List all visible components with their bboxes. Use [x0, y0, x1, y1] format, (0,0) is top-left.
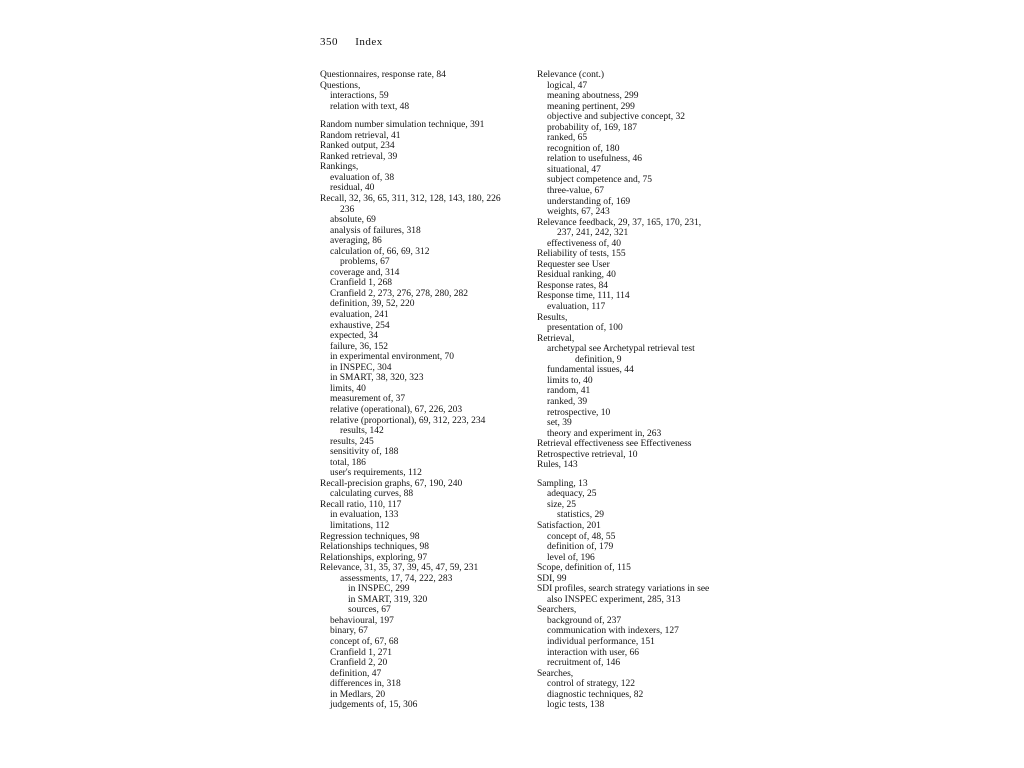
index-subentry: evaluation, 241 — [330, 310, 389, 321]
index-heading-entry: Questionnaires, response rate, 84 — [320, 70, 446, 80]
index-subentry: archetypal see Archetypal retrieval test — [547, 344, 695, 355]
index-heading-entry: Rules, 143 — [537, 460, 578, 471]
index-subentry: definition, 47 — [330, 668, 382, 679]
index-subentry: Cranfield 1, 268 — [330, 278, 393, 289]
index-heading-entry: Rankings, — [320, 162, 359, 173]
index-subentry: probability of, 169, 187 — [547, 122, 637, 133]
index-subentry: theory and experiment in, 263 — [547, 428, 662, 439]
index-heading-entry: Relevance feedback, 29, 37, 165, 170, 231, — [537, 217, 702, 228]
index-heading-entry: Relationships, exploring, 97 — [320, 552, 428, 563]
index-heading-entry: Satisfaction, 201 — [537, 520, 601, 531]
index-subentry: sources, 67 — [348, 605, 391, 616]
index-heading-entry: Reliability of tests, 155 — [537, 249, 626, 260]
index-heading-entry: Response rates, 84 — [537, 280, 608, 291]
index-subentry: relation with text, 48 — [330, 101, 410, 112]
index-heading-entry: Relationships techniques, 98 — [320, 542, 429, 553]
index-column-left — [320, 70, 530, 711]
index-subentry: analysis of failures, 318 — [330, 225, 421, 236]
index-heading-entry: Searches, — [537, 668, 574, 679]
index-subentry: Cranfield 2, 273, 276, 278, 280, 282 — [330, 288, 469, 299]
index-subentry: recognition of, 180 — [547, 143, 620, 154]
index-subentry: communication with indexers, 127 — [547, 626, 679, 637]
index-subentry: definition of, 179 — [547, 542, 614, 553]
index-subentry: judgements of, 15, 306 — [330, 700, 418, 711]
index-subentry: in SMART, 319, 320 — [348, 594, 428, 605]
index-heading-entry: Sampling, 13 — [537, 478, 588, 489]
page-header — [320, 36, 383, 48]
index-heading-entry: Recall ratio, 110, 117 — [320, 499, 402, 510]
index-subentry: calculation of, 66, 69, 312 — [330, 246, 430, 257]
index-heading-entry: Requester see User — [537, 259, 610, 270]
index-subentry: ranked, 65 — [547, 133, 588, 144]
index-subentry: residual, 40 — [330, 183, 375, 194]
page-number: 350 — [320, 36, 338, 48]
index-subentry: size, 25 — [547, 499, 577, 510]
index-subentry: behavioural, 197 — [330, 615, 394, 626]
index-subentry: exhaustive, 254 — [330, 320, 390, 331]
index-subentry: random, 41 — [547, 386, 591, 397]
index-subentry: objective and subjective concept, 32 — [547, 112, 685, 123]
index-subentry: weights, 67, 243 — [547, 207, 610, 218]
index-subentry: logic tests, 138 — [547, 700, 605, 711]
index-subentry: limitations, 112 — [330, 520, 390, 531]
index-subentry: limits, 40 — [330, 383, 366, 394]
index-heading-entry: Retrieval effectiveness see Effectiveness — [537, 439, 692, 450]
index-heading-entry: Searchers, — [537, 605, 577, 616]
index-subentry: situational, 47 — [547, 164, 601, 175]
page-title: Index — [355, 36, 383, 48]
index-subentry: Cranfield 1, 271 — [330, 647, 393, 658]
index-subentry: definition, 9 — [575, 354, 622, 365]
index-heading-entry: Ranked retrieval, 39 — [320, 151, 398, 162]
index-subentry: Cranfield 2, 20 — [330, 658, 388, 669]
index-subentry: logical, 47 — [547, 80, 588, 91]
entry-group-gap — [320, 112, 530, 120]
entry-group-gap — [537, 471, 747, 479]
index-subentry: coverage and, 314 — [330, 267, 400, 278]
index-subentry: in Medlars, 20 — [330, 689, 386, 700]
index-subentry: retrospective, 10 — [547, 407, 611, 418]
index-subentry: problems, 67 — [340, 257, 390, 268]
index-subentry: expected, 34 — [330, 331, 379, 342]
index-heading-entry: Random retrieval, 41 — [320, 130, 401, 141]
index-subentry: averaging, 86 — [330, 236, 382, 247]
index-subentry: total, 186 — [330, 457, 366, 468]
index-heading-entry: Ranked output, 234 — [320, 141, 395, 152]
index-heading-entry: Questions, — [320, 80, 361, 91]
index-subentry: in experimental environment, 70 — [330, 352, 454, 363]
index-subentry: measurement of, 37 — [330, 394, 406, 405]
index-subentry: definition, 39, 52, 220 — [330, 299, 415, 310]
index-subentry: presentation of, 100 — [547, 323, 623, 334]
index-subentry: adequacy, 25 — [547, 489, 597, 500]
index-subentry: evaluation, 117 — [547, 302, 606, 313]
index-subentry: recruitment of, 146 — [547, 658, 621, 669]
index-subentry: results, 142 — [340, 426, 384, 437]
index-subentry: in INSPEC, 304 — [330, 362, 392, 373]
index-subentry: failure, 36, 152 — [330, 341, 389, 352]
index-subentry: 237, 241, 242, 321 — [557, 228, 629, 239]
index-subentry: fundamental issues, 44 — [547, 365, 634, 376]
index-heading-entry: Recall, 32, 36, 65, 311, 312, 128, 143, 180, 226 — [320, 194, 501, 205]
index-heading-entry: Recall-precision graphs, 67, 190, 240 — [320, 478, 463, 489]
index-subentry: results, 245 — [330, 436, 374, 447]
index-heading-entry: SDI profiles, search strategy variations in see — [537, 584, 710, 595]
index-subentry: effectiveness of, 40 — [547, 238, 621, 249]
index-subentry: concept of, 67, 68 — [330, 636, 399, 647]
index-subentry: ranked, 39 — [547, 396, 588, 407]
index-subentry: differences in, 318 — [330, 679, 401, 690]
index-subentry: set, 39 — [547, 418, 572, 429]
index-subentry: in INSPEC, 299 — [348, 584, 410, 595]
index-subentry: level of, 196 — [547, 552, 595, 563]
index-heading-entry: Response time, 111, 114 — [537, 291, 630, 302]
index-subentry: understanding of, 169 — [547, 196, 631, 207]
index-subentry: interactions, 59 — [330, 91, 389, 102]
index-heading-entry: Retrospective retrieval, 10 — [537, 449, 638, 460]
index-subentry: meaning aboutness, 299 — [547, 91, 639, 102]
index-subentry: in evaluation, 133 — [330, 510, 399, 521]
index-subentry: interaction with user, 66 — [547, 647, 639, 658]
index-heading-entry: Scope, definition of, 115 — [537, 563, 631, 574]
index-heading-entry: SDI, 99 — [537, 573, 567, 584]
index-subentry: 236 — [340, 204, 355, 215]
index-subentry: relation to usefulness, 46 — [547, 154, 642, 165]
index-subentry: individual performance, 151 — [547, 636, 655, 647]
index-heading-entry: Random number simulation technique, 391 — [320, 120, 485, 131]
index-subentry: calculating curves, 88 — [330, 489, 414, 500]
index-subentry: user's requirements, 112 — [330, 468, 422, 479]
index-subentry: subject competence and, 75 — [547, 175, 652, 186]
index-subentry: background of, 237 — [547, 615, 622, 626]
index-subentry: meaning pertinent, 299 — [547, 101, 635, 112]
index-subentry: statistics, 29 — [557, 510, 604, 521]
index-subentry: in SMART, 38, 320, 323 — [330, 373, 424, 384]
index-subentry: diagnostic techniques, 82 — [547, 689, 644, 700]
index-column-right — [537, 70, 747, 711]
index-subentry: binary, 67 — [330, 626, 368, 637]
index-heading-entry: Relevance (cont.) — [537, 70, 604, 80]
index-subentry: concept of, 48, 55 — [547, 531, 616, 542]
index-subentry: absolute, 69 — [330, 215, 376, 226]
index-subentry: three-value, 67 — [547, 186, 604, 197]
index-heading-entry: Regression techniques, 98 — [320, 531, 420, 542]
index-subentry: relative (operational), 67, 226, 203 — [330, 404, 463, 415]
index-heading-entry: Results, — [537, 312, 568, 323]
index-subentry: also INSPEC experiment, 285, 313 — [547, 594, 681, 605]
index-subentry: control of strategy, 122 — [547, 679, 636, 690]
index-heading-entry: Relevance, 31, 35, 37, 39, 45, 47, 59, 231 — [320, 563, 479, 574]
index-subentry: relative (proportional), 69, 312, 223, 234 — [330, 415, 486, 426]
index-subentry: assessments, 17, 74, 222, 283 — [340, 573, 453, 584]
index-heading-entry: Retrieval, — [537, 333, 575, 344]
index-subentry: limits to, 40 — [547, 375, 593, 386]
index-heading-entry: Residual ranking, 40 — [537, 270, 616, 281]
index-subentry: sensitivity of, 188 — [330, 447, 399, 458]
index-subentry: evaluation of, 38 — [330, 172, 395, 183]
